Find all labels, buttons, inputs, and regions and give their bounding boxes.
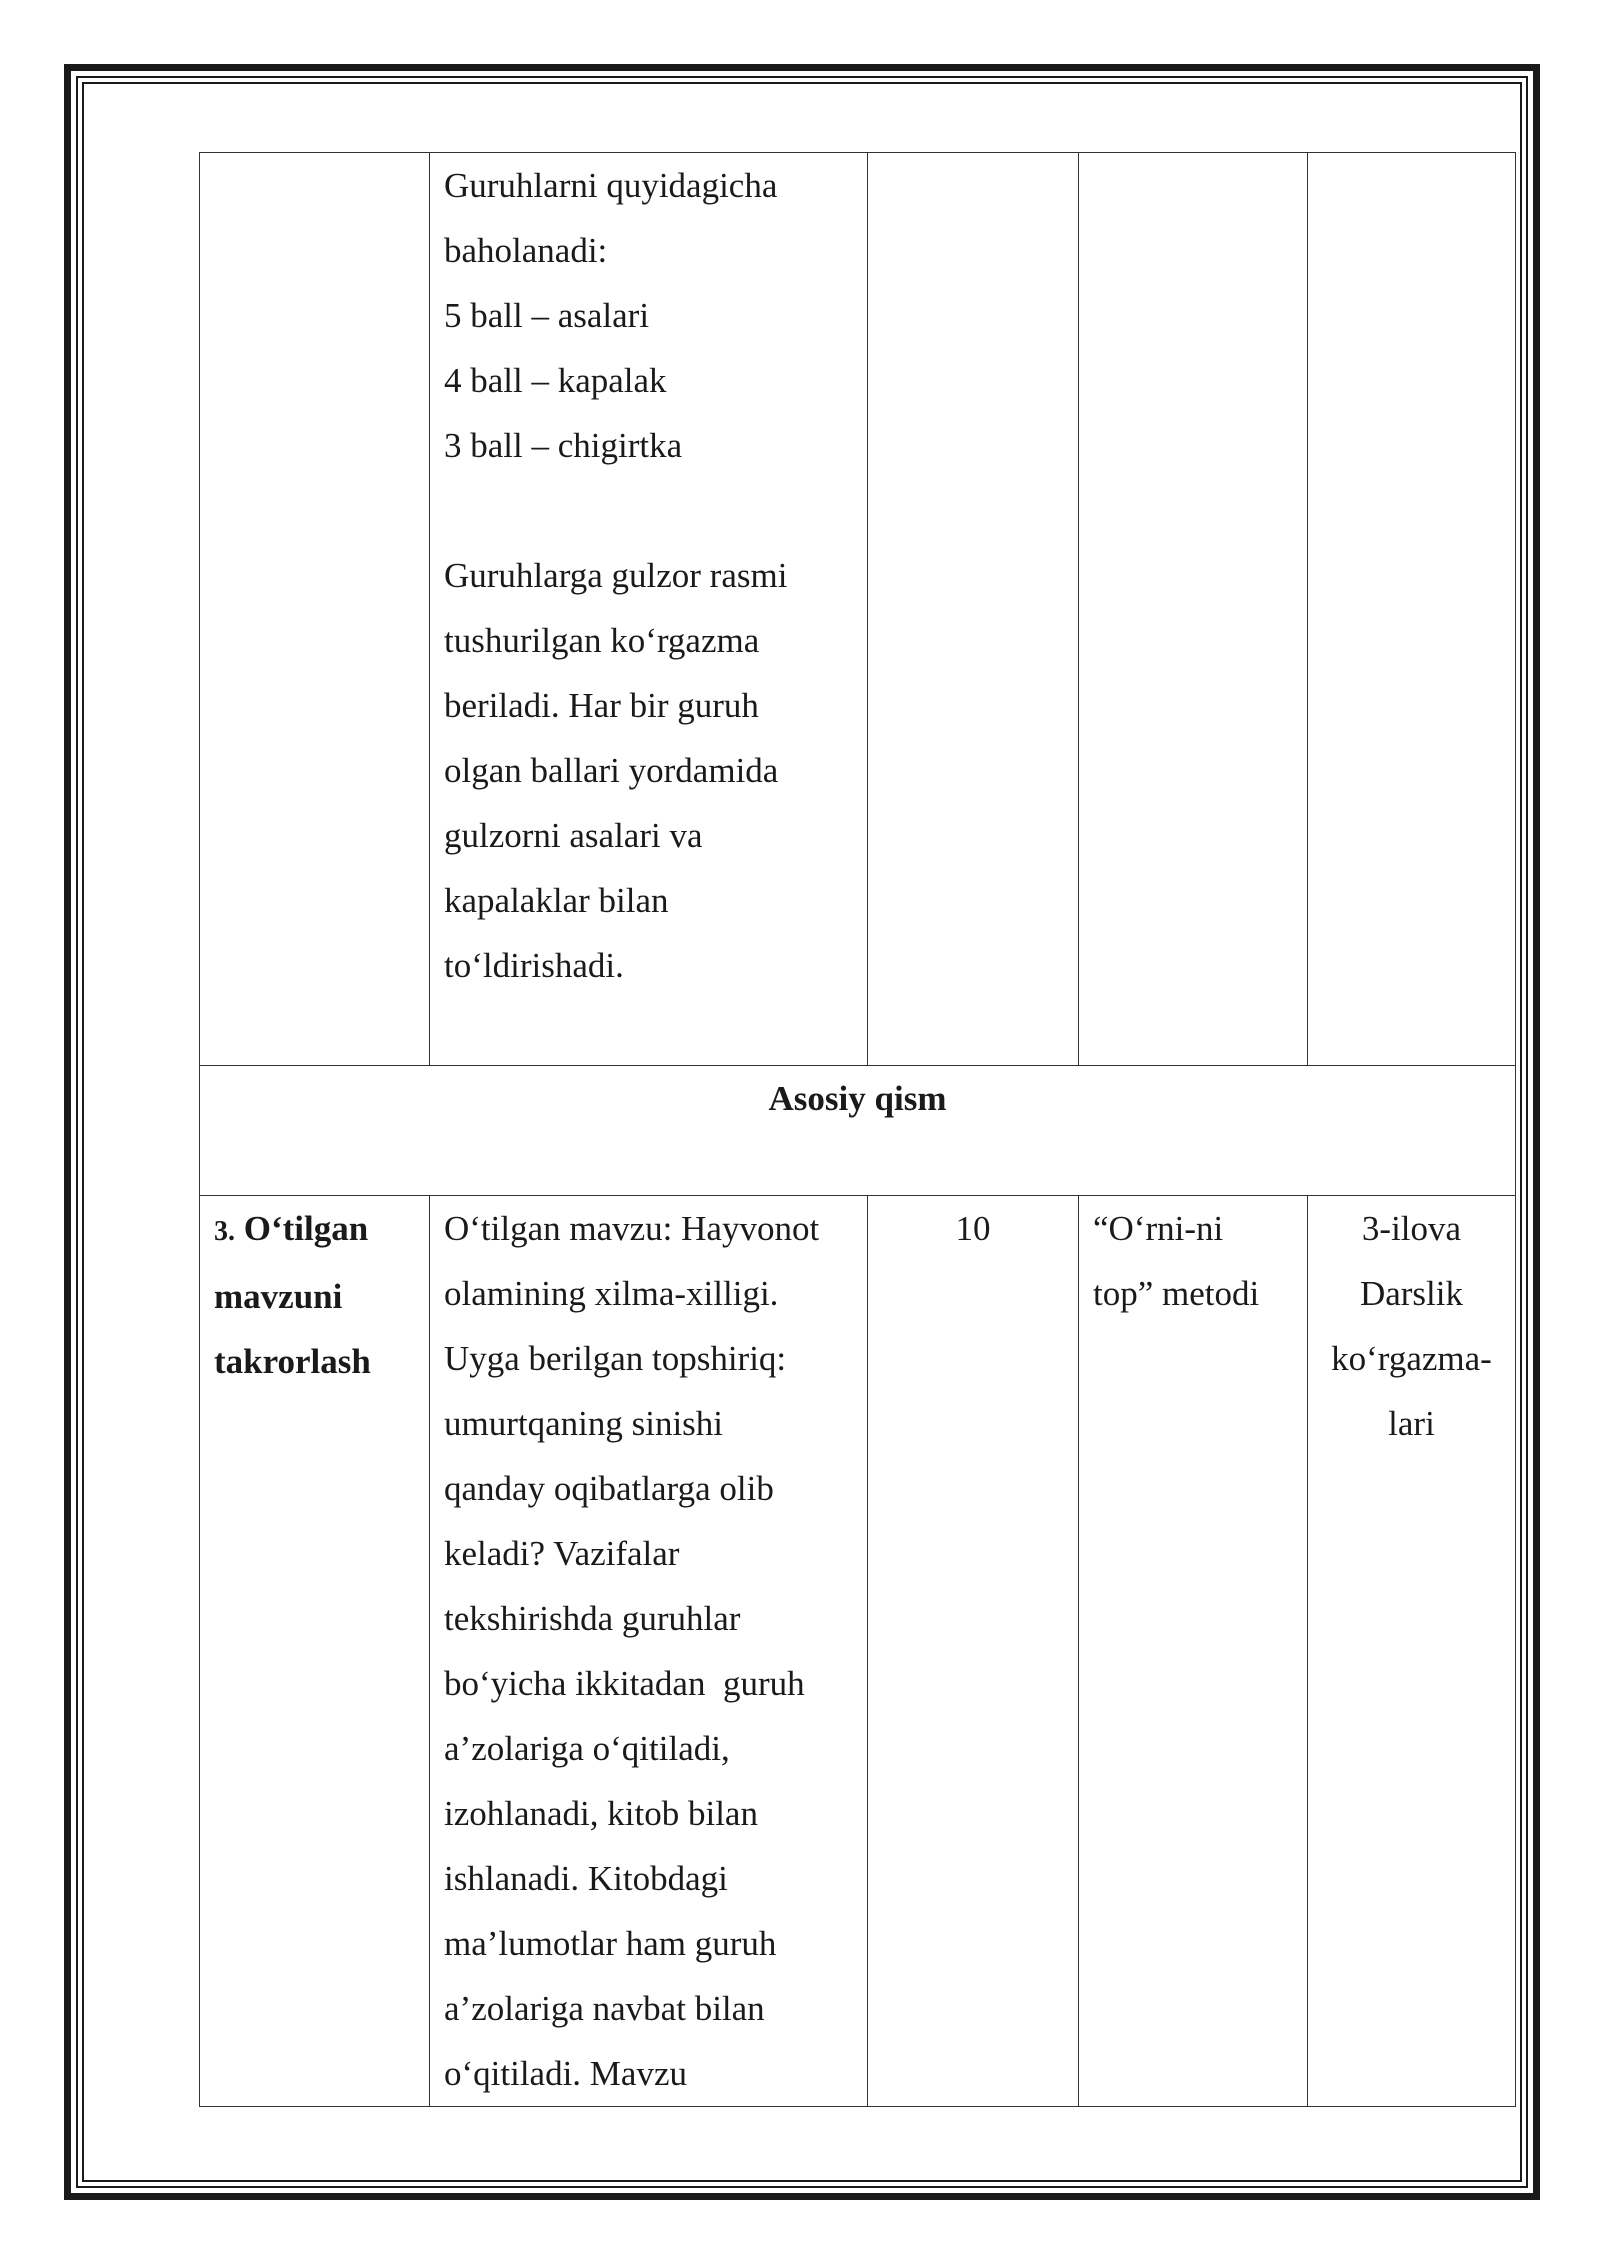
- resources-line: Darslik: [1359, 1274, 1464, 1313]
- lesson-plan-table: [199, 152, 1516, 2107]
- activity-line: olamining xilma-xilligi.: [444, 1274, 779, 1313]
- table-row: [200, 153, 1516, 1066]
- resources-line: ko‘rgazma-: [1331, 1339, 1492, 1378]
- activity-line: umurtqaning sinishi: [444, 1404, 724, 1443]
- stage-title-word: O‘tilgan: [243, 1209, 369, 1248]
- activity-line: ishlanadi. Kitobdagi: [444, 1859, 728, 1898]
- stage-cell: [200, 153, 430, 1066]
- activity-line: a’zolariga o‘qitiladi,: [444, 1729, 730, 1768]
- resources-line: lari: [1388, 1404, 1435, 1443]
- activity-line: gulzorni asalari va: [444, 816, 703, 855]
- stage-number: 3.: [214, 1216, 235, 1247]
- section-heading: Asosiy qism: [200, 1066, 1516, 1196]
- activity-line: qanday oqibatlarga olib: [444, 1469, 774, 1508]
- resources-line: 3-ilova: [1361, 1209, 1462, 1248]
- method-line: “O‘rni-ni: [1093, 1209, 1224, 1248]
- table-row: [200, 1196, 1516, 2107]
- activity-line: kapalaklar bilan: [444, 881, 669, 920]
- activity-line: bo‘yicha ikkitadan guruh: [444, 1664, 805, 1703]
- activity-line: tekshirishda guruhlar: [444, 1599, 741, 1638]
- activity-line: keladi? Vazifalar: [444, 1534, 680, 1573]
- activity-line: ma’lumotlar ham guruh: [444, 1924, 777, 1963]
- activity-line: beriladi. Har bir guruh: [444, 686, 759, 725]
- activity-line: o‘qitiladi. Mavzu: [444, 2054, 688, 2093]
- activity-line: Guruhlarga gulzor rasmi: [444, 556, 788, 595]
- activity-cell: [430, 1196, 868, 2107]
- time-cell: [868, 1196, 1079, 2107]
- activity-line: izohlanadi, kitob bilan: [444, 1794, 758, 1833]
- method-cell: [1079, 1196, 1308, 2107]
- activity-line: to‘ldirishadi.: [444, 946, 624, 985]
- method-cell: [1079, 153, 1308, 1066]
- resources-cell: [1308, 1196, 1516, 2107]
- activity-line: 5 ball – asalari: [444, 296, 650, 335]
- resources-cell: [1308, 153, 1516, 1066]
- activity-line: tushurilgan ko‘rgazma: [444, 621, 760, 660]
- activity-line: olgan ballari yordamida: [444, 751, 779, 790]
- time-value: 10: [955, 1209, 991, 1248]
- table-row: [200, 1066, 1516, 1196]
- activity-line: a’zolariga navbat bilan: [444, 1989, 765, 2028]
- time-cell: [868, 153, 1079, 1066]
- activity-cell: [430, 153, 868, 1066]
- stage-cell: [200, 1196, 430, 2107]
- blank-line: [444, 478, 853, 543]
- activity-line: Uyga berilgan topshiriq:: [444, 1339, 787, 1378]
- stage-title-line: mavzuni: [214, 1277, 343, 1316]
- activity-line: 4 ball – kapalak: [444, 361, 667, 400]
- stage-title-line: takrorlash: [214, 1342, 371, 1381]
- stage-title-line: [214, 1196, 415, 1264]
- activity-line: O‘tilgan mavzu: Hayvonot: [444, 1209, 820, 1248]
- method-line: top” metodi: [1093, 1274, 1260, 1313]
- activity-line: 3 ball – chigirtka: [444, 426, 683, 465]
- activity-line: baholanadi:: [444, 231, 608, 270]
- activity-line: Guruhlarni quyidagicha: [444, 166, 778, 205]
